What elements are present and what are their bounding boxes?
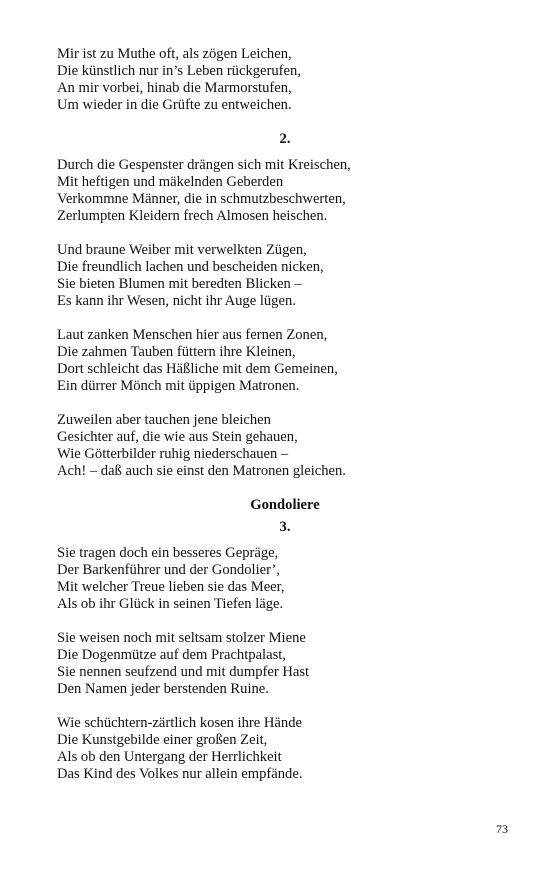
verse-line: Wie schüchtern-zärtlich kosen ihre Hände <box>57 715 302 731</box>
verse-line: Sie weisen noch mit seltsam stolzer Miene <box>57 630 306 646</box>
verse-line: Mir ist zu Muthe oft, als zögen Leichen, <box>57 46 292 62</box>
verse-line: Mit heftigen und mäkelnden Geberden <box>57 174 284 190</box>
verse-line: Ein dürrer Mönch mit üppigen Matronen. <box>57 378 300 394</box>
stanza <box>57 545 513 613</box>
verse-line: Der Barkenführer und der Gondolier’, <box>57 562 281 578</box>
verse-line: Und braune Weiber mit verwelkten Zügen, <box>57 242 307 258</box>
verse-line: Mit welcher Treue lieben sie das Meer, <box>57 579 285 595</box>
stanza <box>57 412 513 480</box>
stanza <box>57 630 513 698</box>
verse-line: Es kann ihr Wesen, nicht ihr Auge lügen. <box>57 293 296 309</box>
verse-line: Den Namen jeder berstenden Ruine. <box>57 681 269 697</box>
stanza <box>57 157 513 225</box>
verse-line: Sie nennen seufzend und mit dumpfer Hast <box>57 664 310 680</box>
section-number: 3. <box>279 519 291 535</box>
poem-title: Gondoliere <box>250 497 320 513</box>
verse-line: Zerlumpten Kleidern frech Almosen heischen. <box>57 208 328 224</box>
verse-line: Zuweilen aber tauchen jene bleichen <box>57 412 271 428</box>
verse-line: Das Kind des Volkes nur allein empfände. <box>57 766 303 782</box>
stanza <box>57 715 513 783</box>
verse-line: Die Dogenmütze auf dem Prachtpalast, <box>57 647 286 663</box>
verse-line: Als ob den Untergang der Herrlichkeit <box>57 749 282 765</box>
verse-line: Die Kunstgebilde einer großen Zeit, <box>57 732 268 748</box>
verse-line: Durch die Gespenster drängen sich mit Kreischen, <box>57 157 351 173</box>
verse-line: Die freundlich lachen und bescheiden nicken, <box>57 259 324 275</box>
verse-line: Wie Götterbilder ruhig niederschauen – <box>57 446 289 462</box>
verse-line: Gesichter auf, die wie aus Stein gehauen, <box>57 429 298 445</box>
stanza <box>57 46 513 114</box>
verse-line: Um wieder in die Grüfte zu entweichen. <box>57 97 292 113</box>
verse-line: Die künstlich nur in’s Leben rückgerufen, <box>57 63 301 79</box>
verse-line: Ach! – daß auch sie einst den Matronen gleichen. <box>57 463 346 479</box>
poem-page <box>57 46 513 800</box>
verse-line: Sie tragen doch ein besseres Gepräge, <box>57 545 279 561</box>
verse-line: An mir vorbei, hinab die Marmorstufen, <box>57 80 292 96</box>
section-number: 2. <box>279 131 291 147</box>
verse-line: Als ob ihr Glück in seinen Tiefen läge. <box>57 596 284 612</box>
stanza <box>57 242 513 310</box>
verse-line: Dort schleicht das Häßliche mit dem Gemeinen, <box>57 361 338 377</box>
verse-line: Sie bieten Blumen mit beredten Blicken – <box>57 276 302 292</box>
verse-line: Die zahmen Tauben füttern ihre Kleinen, <box>57 344 296 360</box>
stanza <box>57 327 513 395</box>
page-number: 73 <box>496 822 508 836</box>
verse-line: Verkommne Männer, die in schmutzbeschwerten, <box>57 191 346 207</box>
verse-line: Laut zanken Menschen hier aus fernen Zonen, <box>57 327 328 343</box>
